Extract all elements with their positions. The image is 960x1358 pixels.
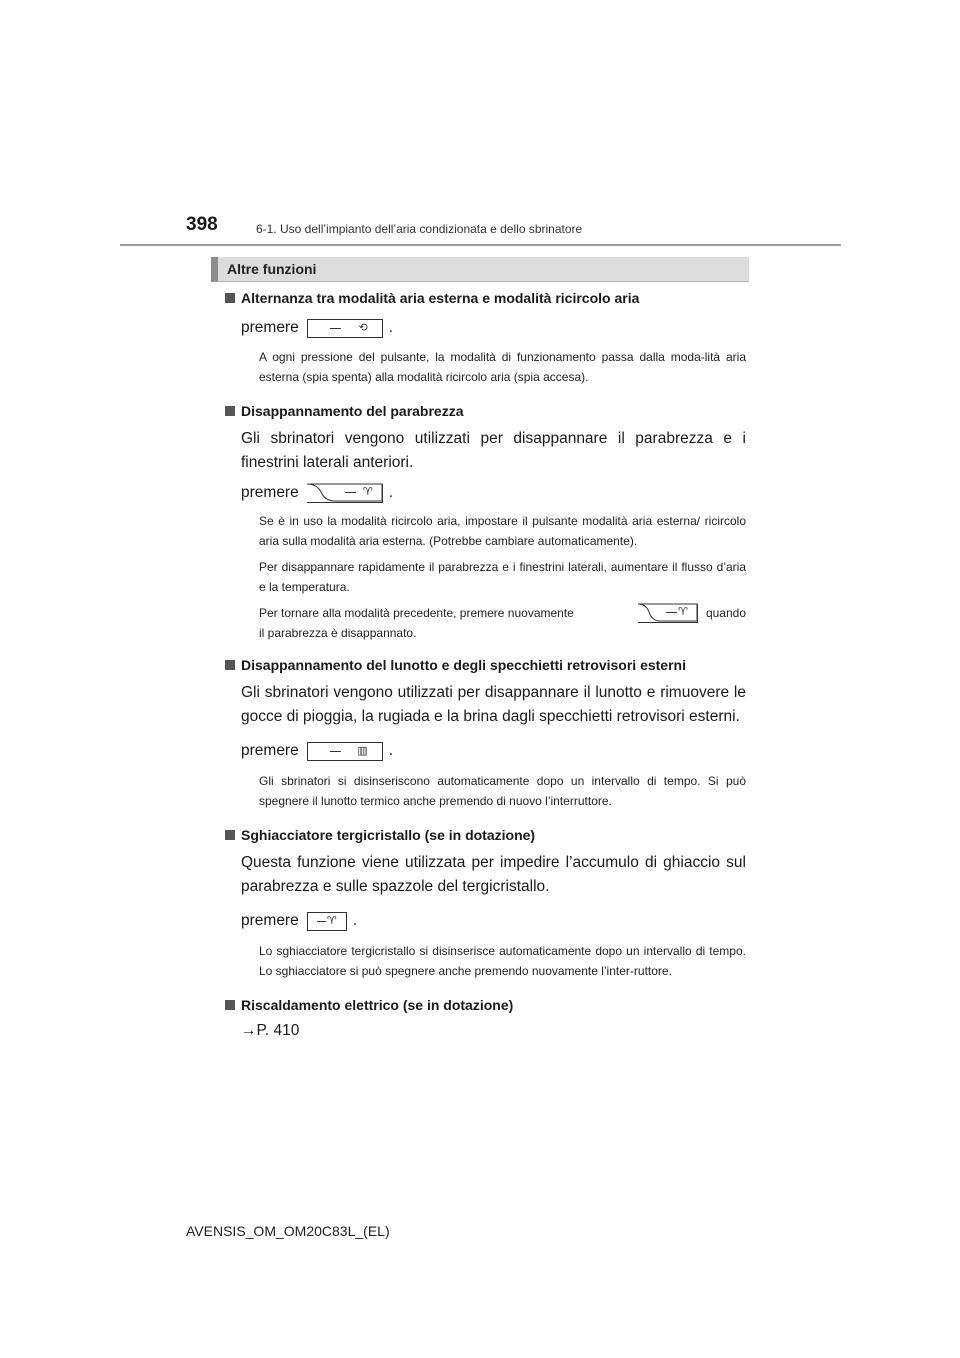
press-instruction: premere ⟲ . [241, 319, 394, 336]
item-title: Alternanza tra modalità aria esterna e modalità ricircolo aria [224, 288, 746, 308]
wiper-deicer-button[interactable] [307, 912, 347, 931]
content-area [224, 288, 746, 1043]
item-wiper-deicer [224, 825, 746, 981]
body-text: Gli sbrinatori vengono utilizzati per disappannare il lunotto e rimuovere le gocce di pioggia, la rugiada e la brina dagli specchietti retrovisori esterni. [241, 684, 746, 725]
windshield-defog-button-inline[interactable] [638, 604, 698, 623]
page-number: 398 [186, 214, 218, 235]
windshield-defog-button[interactable] [307, 484, 383, 503]
rear-defog-button[interactable] [307, 742, 383, 761]
recirculation-button[interactable] [307, 319, 383, 338]
document-code: AVENSIS_OM_OM20C83L_(EL) [186, 1223, 390, 1239]
item-title: Riscaldamento elettrico (se in dotazione) [224, 995, 746, 1015]
note-text: A ogni pressione del pulsante, la modalità di funzionamento passa dalla moda-lità aria esterna (spia spenta) alla modalità ricircolo aria (spia accesa). [259, 350, 746, 384]
windshield-defog-icon: ♈ [362, 485, 373, 498]
item-title: Sghiacciatore tergicristallo (se in dotazione) [224, 825, 746, 845]
item-title: Disappannamento del lunotto e degli specchietti retrovisori esterni [224, 655, 746, 675]
press-instruction: premere ▥ . [241, 742, 394, 759]
item-rear-defog [224, 655, 746, 811]
square-bullet-icon [225, 830, 235, 840]
square-bullet-icon [225, 293, 235, 303]
square-bullet-icon [225, 406, 235, 416]
running-head: 6-1. Uso dell’impianto dell’aria condizionata e dello sbrinatore [256, 222, 583, 236]
note-text: Gli sbrinatori si disinseriscono automaticamente dopo un intervallo di tempo. Si può spegnere il lunotto termico anche premendo di nuovo l’interruttore. [259, 774, 746, 808]
note-text: il parabrezza è disappannato. [259, 626, 417, 640]
note-text: Per disappannare rapidamente il parabrezza e i finestrini laterali, aumentare il flusso d’aria e la temperatura. [259, 560, 746, 594]
section-heading-bar [211, 257, 749, 282]
body-text: Questa funzione viene utilizzata per impedire l’accumulo di ghiaccio sul parabrezza e sulle spazzole del tergicristallo. [241, 854, 746, 895]
square-bullet-icon [225, 1000, 235, 1010]
body-text: Gli sbrinatori vengono utilizzati per disappannare il parabrezza e i finestrini laterali anteriori. [241, 430, 746, 471]
item-title: Disappannamento del parabrezza [224, 401, 746, 421]
header-divider [120, 244, 841, 246]
item-windshield-defog [224, 401, 746, 643]
press-instruction: premere ♈ . [241, 912, 358, 929]
page-reference-link[interactable]: →P. 410 [241, 1022, 300, 1039]
note-inline: Per tornare alla modalità precedente, premere nuovamente ♈ quando [259, 603, 746, 623]
square-bullet-icon [225, 660, 235, 670]
item-electric-heater [224, 995, 746, 1043]
recirculation-icon: ⟲ [358, 321, 368, 334]
press-instruction: premere ♈ . [241, 484, 394, 501]
item-air-recirculation [224, 288, 746, 387]
note-text: Se è in uso la modalità ricircolo aria, impostare il pulsante modalità aria esterna/ ricircolo aria sulla modalità aria esterna. (Potrebbe cambiare automaticamente). [259, 514, 746, 548]
wiper-deicer-icon: ♈ [326, 914, 337, 927]
rear-defog-icon: ▥ [357, 744, 368, 757]
note-text: Lo sghiacciatore tergicristallo si disinserisce automaticamente dopo un intervallo di tempo. Lo sghiacciatore si può spegnere anche premendo nuovamente l’inter-ruttore. [259, 944, 746, 978]
windshield-defog-icon: ♈ [678, 605, 688, 618]
section-title: Altre funzioni [227, 261, 317, 277]
